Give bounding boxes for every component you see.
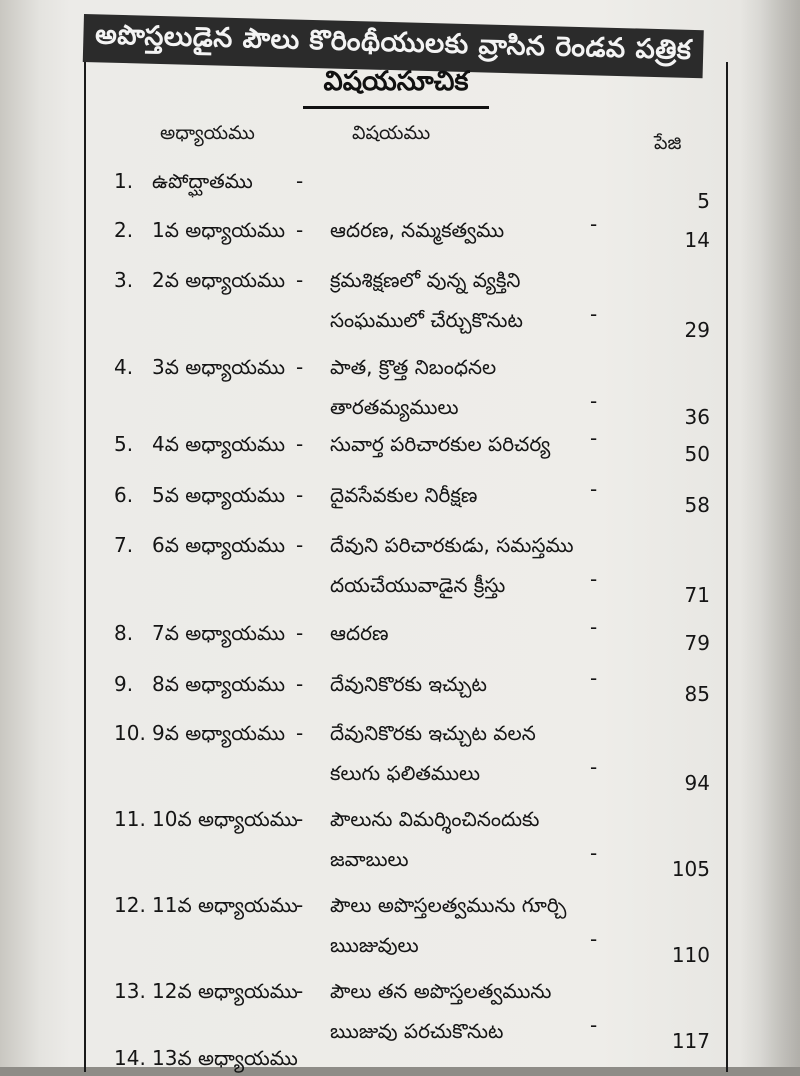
entry-chapter: 12వ అధ్యాయము (152, 979, 298, 1003)
entry-chapter: 1వ అధ్యాయము (152, 218, 286, 242)
entry-page-number: 117 (671, 1029, 710, 1053)
entry-number: 9. (114, 672, 134, 696)
entry-chapter: 13వ అధ్యాయము (152, 1046, 298, 1070)
entry-chapter: 3వ అధ్యాయము (152, 355, 286, 379)
entry-number: 12. (114, 893, 146, 917)
entry-page-number: 29 (684, 318, 710, 342)
entry-number: 2. (114, 218, 134, 242)
entry-separator: - (296, 218, 304, 242)
entry-page-number: 50 (684, 442, 710, 466)
entry-separator: - (296, 268, 304, 292)
entry-leader: - (590, 389, 598, 413)
entry-chapter: ఉపోద్ఘాతము (152, 169, 253, 193)
entry-number: 1. (114, 169, 134, 193)
entry-chapter: 5వ అధ్యాయము (152, 483, 286, 507)
entry-chapter: 10వ అధ్యాయము (152, 807, 298, 831)
entry-separator: - (296, 533, 304, 557)
entry-subject-line1: దేవునికొరకు ఇచ్చుట వలన (330, 721, 536, 745)
entry-subject-line1: పౌలు అపొస్తలత్వమును గూర్చి (330, 893, 567, 917)
entry-number: 11. (114, 807, 146, 831)
entry-subject-line1: క్రమశిక్షణలో వున్న వ్యక్తిని (330, 268, 521, 292)
entry-chapter: 4వ అధ్యాయము (152, 432, 286, 456)
entry-number: 7. (114, 533, 134, 557)
entry-separator: - (296, 621, 304, 645)
entry-subject-line1: పౌలును విమర్శించినందుకు (330, 807, 540, 831)
entry-number: 13. (114, 979, 146, 1003)
entry-subject-line2: సంఘములో చేర్చుకొనుట (330, 308, 523, 332)
entry-page-number: 5 (697, 189, 710, 213)
column-header-page: పేజి (654, 132, 682, 154)
entry-separator: - (296, 721, 304, 745)
entry-leader: - (590, 1013, 598, 1037)
column-header-chapter: అధ్యాయము (160, 122, 255, 144)
entry-separator: - (296, 807, 304, 831)
entry-page-number: 14 (684, 228, 710, 252)
entry-leader: - (590, 755, 598, 779)
entry-number: 5. (114, 432, 134, 456)
entry-separator: - (296, 893, 304, 917)
entry-page-number: 71 (684, 583, 710, 607)
entry-subject-line2: ఋజువు పరచుకొనుట (330, 1019, 504, 1043)
entry-number: 3. (114, 268, 134, 292)
entry-leader: - (590, 302, 598, 326)
entry-leader: - (590, 615, 598, 639)
entry-subject-line2: దయచేయువాడైన క్రీస్తు (330, 573, 506, 597)
entry-chapter: 8వ అధ్యాయము (152, 672, 286, 696)
entry-leader: - (590, 212, 598, 236)
entry-chapter: 7వ అధ్యాయము (152, 621, 286, 645)
entry-subject-line1: ఆదరణ (330, 621, 389, 645)
entry-separator: - (296, 672, 304, 696)
entry-subject-line1: సువార్త పరిచారకుల పరిచర్య (330, 432, 551, 456)
entry-separator: - (296, 483, 304, 507)
book-title: అపొస్తలుడైన పౌలు కొరింథీయులకు వ్రాసిన రెండవ పత్రిక (94, 19, 692, 66)
entry-separator: - (296, 355, 304, 379)
entry-number: 8. (114, 621, 134, 645)
entry-leader: - (590, 666, 598, 690)
entry-page-number: 58 (684, 493, 710, 517)
entry-separator: - (296, 979, 304, 1003)
entry-page-number: 36 (684, 405, 710, 429)
entry-subject-line1: దేవునికొరకు ఇచ్చుట (330, 672, 487, 696)
entry-separator: - (296, 169, 304, 193)
entry-subject-line1: ఆదరణ, నమ్మకత్వము (330, 218, 505, 242)
entry-leader: - (590, 841, 598, 865)
entry-page-number: 85 (684, 682, 710, 706)
entry-leader: - (590, 426, 598, 450)
entry-number: 14. (114, 1046, 146, 1070)
entry-subject-line1: దైవసేవకుల నిరీక్షణ (330, 483, 478, 507)
entry-leader: - (590, 477, 598, 501)
entry-leader: - (590, 927, 598, 951)
entry-chapter: 9వ అధ్యాయము (152, 721, 286, 745)
entry-page-number: 79 (684, 631, 710, 655)
entry-chapter: 6వ అధ్యాయము (152, 533, 286, 557)
entry-separator: - (296, 432, 304, 456)
entry-chapter: 11వ అధ్యాయము (152, 893, 298, 917)
entry-subject-line2: కలుగు ఫలితములు (330, 761, 481, 785)
entry-subject-line2: ఋజువులు (330, 933, 419, 957)
entry-chapter: 2వ అధ్యాయము (152, 268, 286, 292)
column-header-subject: విషయము (352, 122, 431, 144)
page-edge-shadow (740, 0, 800, 1067)
entry-subject-line1: పాత, క్రొత్త నిబంధనల (330, 355, 497, 379)
entry-number: 10. (114, 721, 146, 745)
entry-subject-line1: దేవుని పరిచారకుడు, సమస్తము (330, 533, 574, 557)
entry-number: 6. (114, 483, 134, 507)
entry-leader: - (590, 567, 598, 591)
entry-number: 4. (114, 355, 134, 379)
entry-subject-line1: పౌలు తన అపొస్తలత్వమును (330, 979, 552, 1003)
entry-subject-line2: జవాబులు (330, 847, 409, 871)
toc-heading: విషయసూచిక (303, 66, 489, 109)
entry-subject-line2: తారతమ్యములు (330, 395, 459, 419)
entry-page-number: 94 (684, 771, 710, 795)
entry-page-number: 105 (671, 857, 710, 881)
entry-page-number: 110 (671, 943, 710, 967)
